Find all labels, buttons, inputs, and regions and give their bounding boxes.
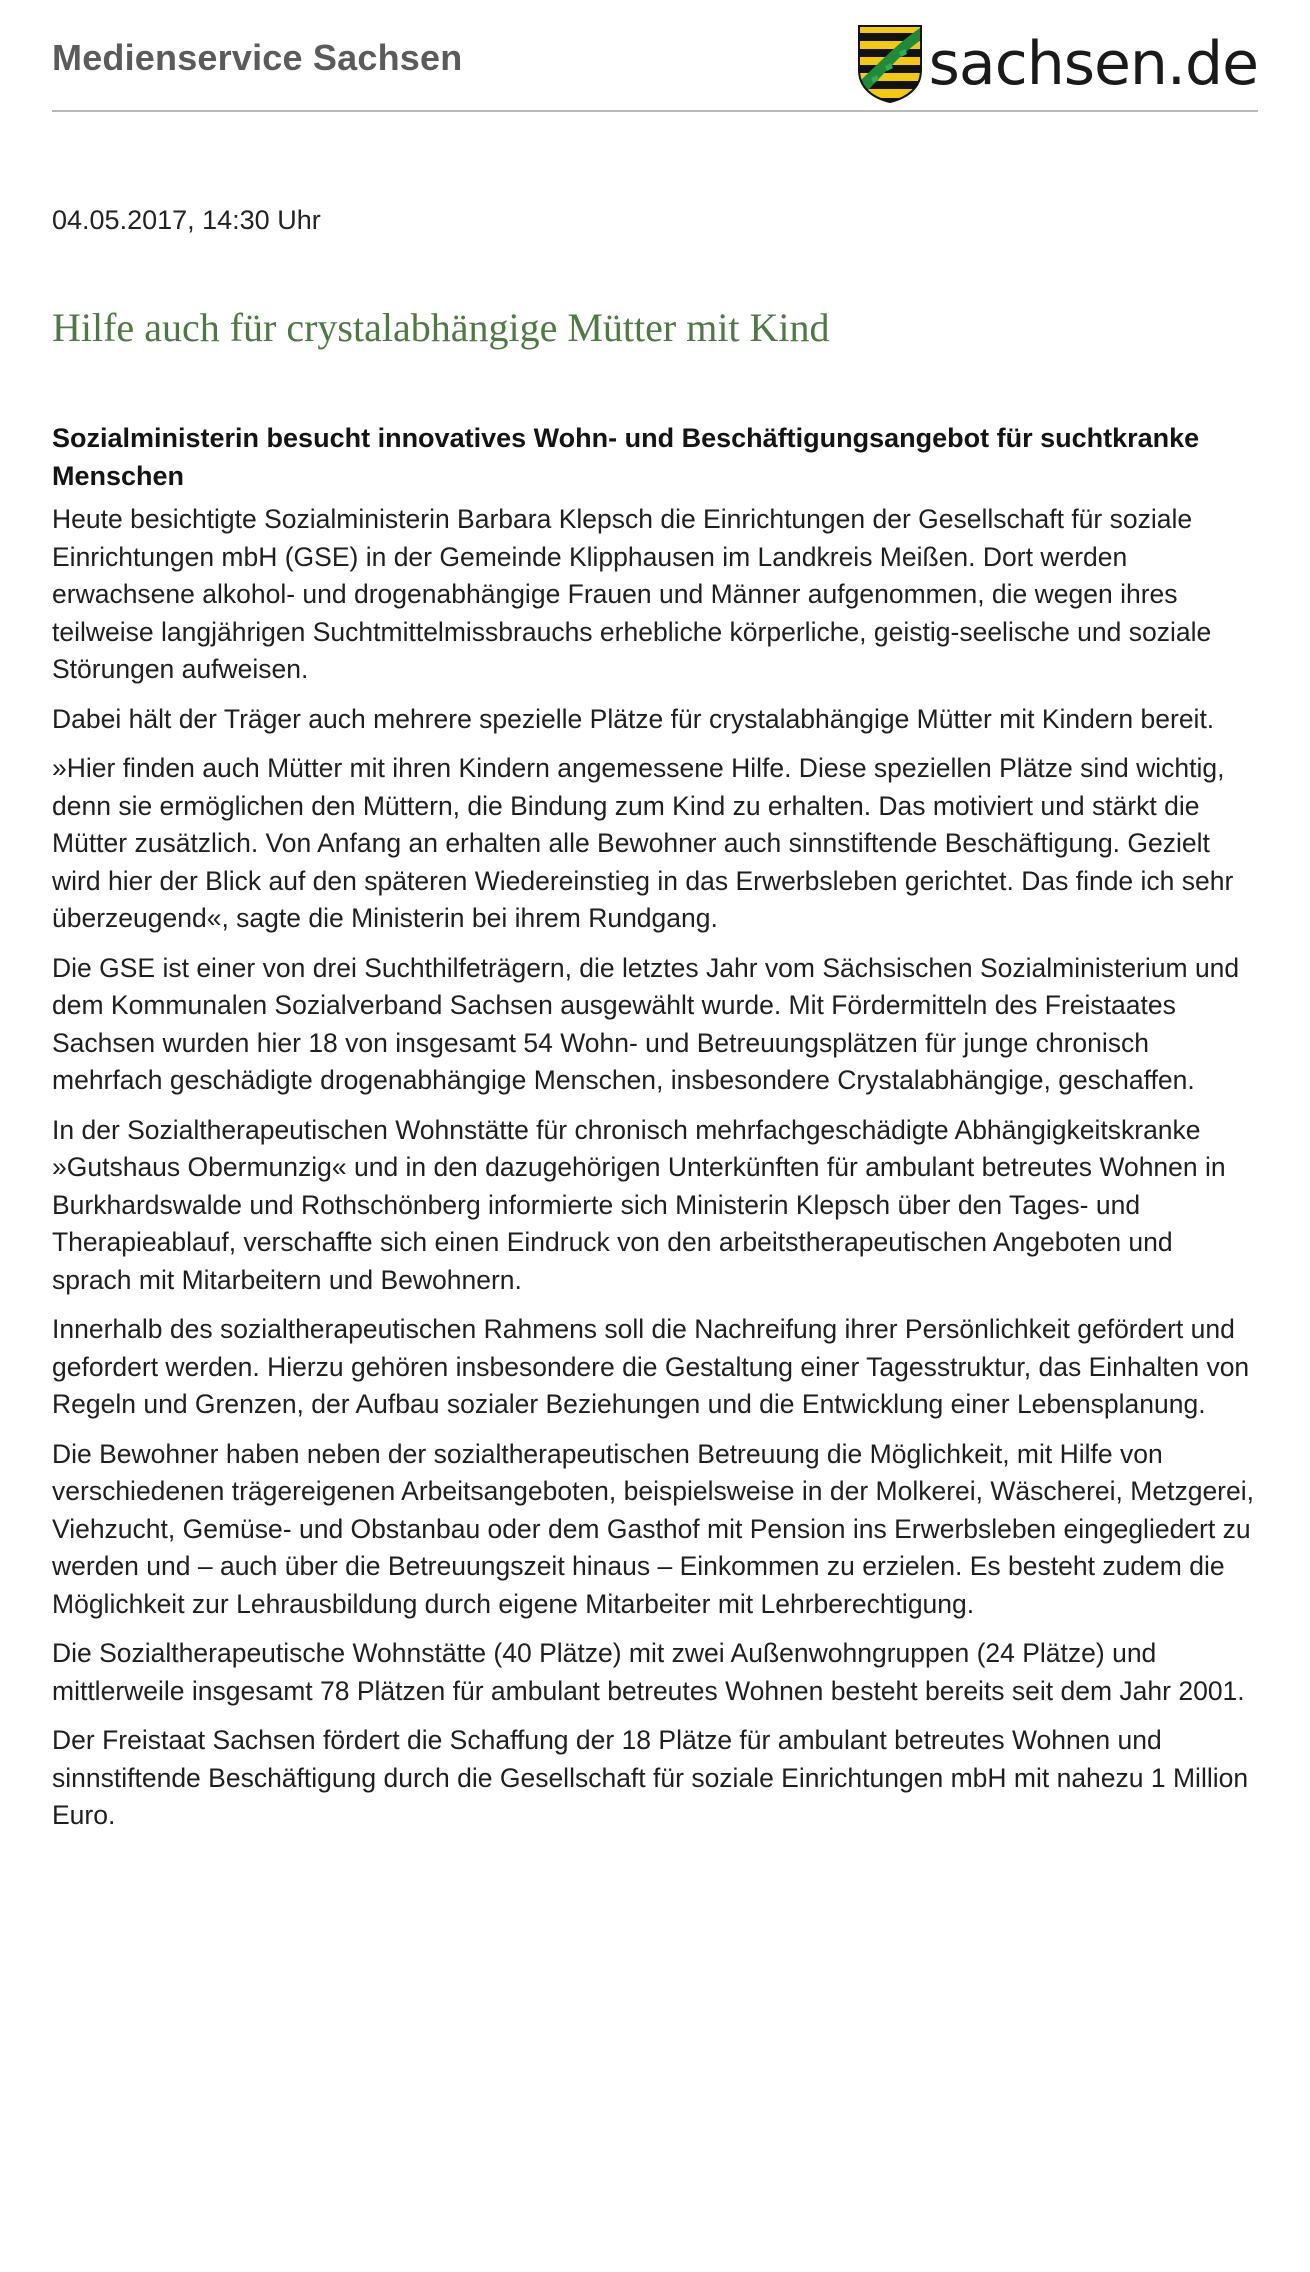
article-paragraph: Die GSE ist einer von drei Suchthilfeträgern, die letztes Jahr vom Sächsischen Sozialministerium und dem Kommunalen Sozialverband Sachsen ausgewählt wurde. Mit Fördermitteln des Freistaates Sachsen wurden hier 18 von insgesamt 54 Wohn- und Betreuungsplätzen für junge chronisch mehrfach geschädigte drogenabhängige Menschen, insbesondere Crystalabhängige, geschaffen. [52, 952, 1240, 1095]
article-body [52, 501, 1258, 1835]
article-paragraph: »Hier finden auch Mütter mit ihren Kindern angemessene Hilfe. Diese speziellen Plätze sind wichtig, denn sie ermöglichen den Müttern, die Bindung zum Kind zu erhalten. Das motiviert und stärkt die Mütter zusätzlich. Von Anfang an erhalten alle Bewohner auch sinnstiftende Beschäftigung. Gezielt wird hier der Blick auf den späteren Wiedereinstieg in das Erwerbsleben gerichtet. Das finde ich sehr überzeugend«, sagte die Ministerin bei ihrem Rundgang. [52, 753, 1234, 933]
article-headline: Hilfe auch für crystalabhängige Mütter mit Kind [52, 305, 830, 350]
saxony-coat-of-arms-icon [857, 24, 923, 104]
sachsen-logo[interactable] [857, 22, 1258, 106]
article-paragraph: Heute besichtigte Sozialministerin Barbara Klepsch die Einrichtungen der Gesellschaft für soziale Einrichtungen mbH (GSE) in der Gemeinde Klipphausen im Landkreis Meißen. Dort werden erwachsene alkohol- und drogenabhängige Frauen und Männer aufgenommen, die wegen ihres teilweise langjährigen Suchtmittelmissbrauchs erhebliche körperliche, geistig-seelische und soziale Störungen aufweisen. [52, 504, 1212, 684]
page-header [52, 0, 1258, 112]
service-name: Medienservice Sachsen [52, 37, 463, 78]
article-paragraph: Die Bewohner haben neben der sozialtherapeutischen Betreuung die Möglichkeit, mit Hilfe von verschiedenen trägereigenen Arbeitsangeboten, beispielsweise in der Molkerei, Wäscherei, Metzgerei, Viehzucht, Gemüse- und Obstanbau oder dem Gasthof mit Pension ins Erwerbsleben eingegliedert zu werden und – auch über die Betreuungszeit hinaus – Einkommen zu erzielen. Es besteht zudem die Möglichkeit zur Lehrausbildung durch eigene Mitarbeiter mit Lehrberechtigung. [52, 1438, 1254, 1619]
article-subheadline: Sozialministerin besucht innovatives Wohn- und Beschäftigungsangebot für suchtkranke Menschen [52, 423, 1200, 491]
article-paragraph: Die Sozialtherapeutische Wohnstätte (40 Plätze) mit zwei Außenwohngruppen (24 Plätze) und mittlerweile insgesamt 78 Plätzen für ambulant betreutes Wohnen besteht bereits seit dem Jahr 2001. [52, 1638, 1245, 1706]
article-paragraph: Dabei hält der Träger auch mehrere spezielle Plätze für crystalabhängige Mütter mit Kindern bereit. [52, 703, 1215, 734]
article-paragraph: Der Freistaat Sachsen fördert die Schaffung der 18 Plätze für ambulant betreutes Wohnen und sinnstiftende Beschäftigung durch die Gesellschaft für soziale Einrichtungen mbH mit nahezu 1 Million Euro. [52, 1725, 1249, 1830]
article-paragraph: In der Sozialtherapeutischen Wohnstätte für chronisch mehrfachgeschädigte Abhängigkeitskranke »Gutshaus Obermunzig« und in den dazugehörigen Unterkünften für ambulant betreutes Wohnen in Burkhardswalde und Rothschönberg informierte sich Ministerin Klepsch über den Tages- und Therapieablauf, verschaffte sich einen Eindruck von den arbeitstherapeutischen Angeboten und sprach mit Mitarbeitern und Bewohnern. [52, 1114, 1226, 1295]
logo-text: sachsen.de [928, 29, 1258, 99]
article-paragraph: Innerhalb des sozialtherapeutischen Rahmens soll die Nachreifung ihrer Persönlichkeit gefördert und gefordert werden. Hierzu gehören insbesondere die Gestaltung einer Tagesstruktur, das Einhalten von Regeln und Grenzen, der Aufbau sozialer Beziehungen und die Entwicklung einer Lebensplanung. [52, 1314, 1250, 1419]
publication-date: 04.05.2017, 14:30 Uhr [52, 205, 321, 235]
